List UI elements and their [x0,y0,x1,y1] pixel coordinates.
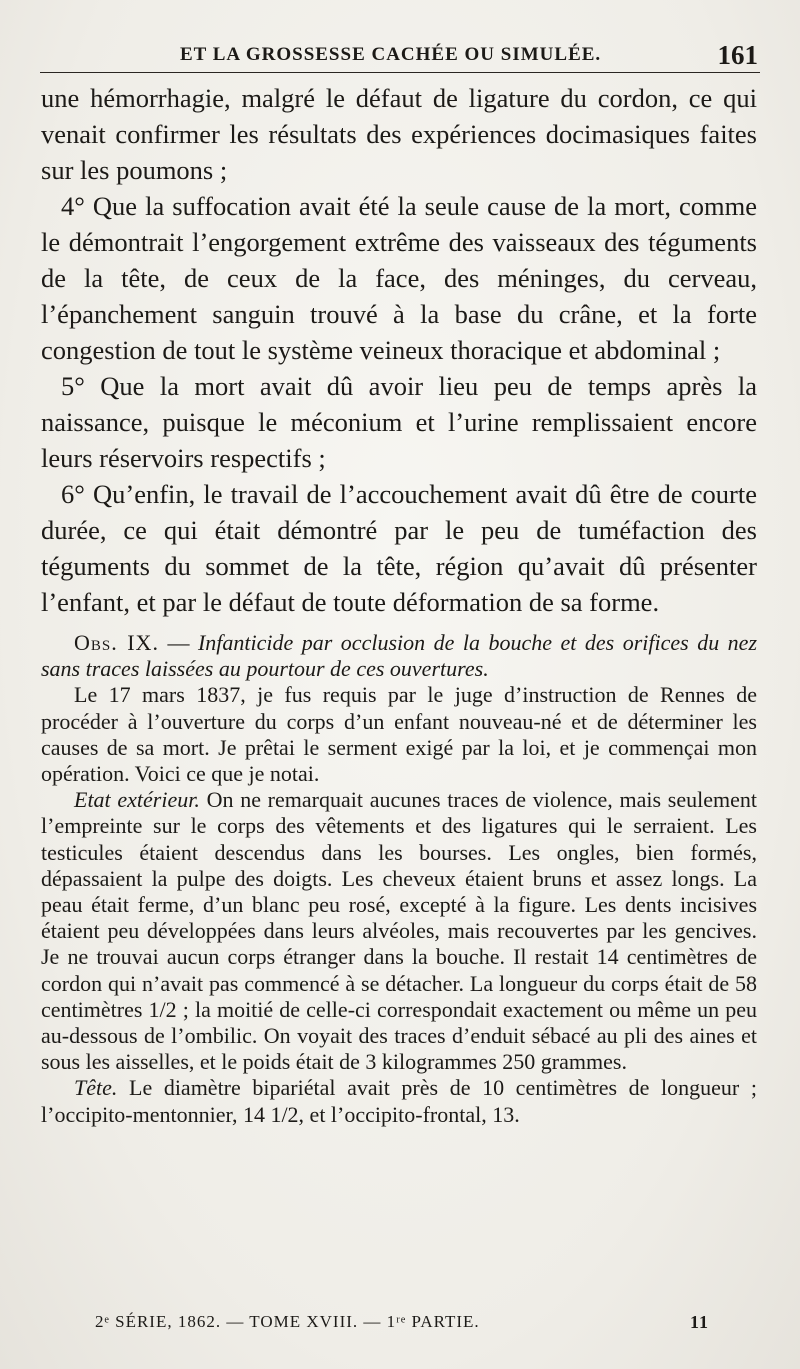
paragraph-continuation: une hémorrhagie, malgré le défaut de ligature du cordon, ce qui venait confirmer les résultats des expériences docimasiques faites sur les poumons ; [41,83,757,185]
paragraph-etat-exterieur [41,787,757,1075]
paragraph-tete-text: Le diamètre bipariétal avait près de 10 centimètres de longueur ; l’occipito-mentonnier, 14 1/2, et l’occipito-frontal, 13. [41,1075,757,1127]
paragraph-item-6: 6° Qu’enfin, le travail de l’accouchement avait dû être de courte durée, ce qui était démontré par le peu de tuméfaction des téguments du sommet de la tête, région qu’avait dû présenter l’enfant, et par le défaut de toute déformation de sa forme. [41,479,757,617]
observation-dash: — [158,630,198,655]
observation-label: Obs. IX. [74,630,159,655]
body-text [41,80,757,1128]
paragraph-tete [41,1075,757,1127]
signature-mark: 2ᵉ SÉRIE, 1862. — TOME XVIII. — 1ʳᵉ PARTIE. [95,1312,480,1331]
paragraph-etat-exterieur-text: On ne remarquait aucunes traces de violence, mais seulement l’empreinte sur le corps des vêtements et des ligatures qui le serraient. Les testicules étaient descendus dans les bourses. Les ongles, bien formés, dépassaient la pulpe des doigts. Les cheveux étaient bruns et assez longs. La peau était ferme, d’un blanc peu rosé, excepté à la figure. Les dents incisives étaient peu développées dans leurs alvéoles, mais recouvertes par les gencives. Je ne trouvai aucun corps étranger dans la bouche. Il restait 14 centimètres de cordon qui n’avait pas commencé à se détacher. La longueur du corps était de 58 centimètres 1/2 ; la moitié de celle-ci correspondait exactement ou même un peu au-dessous de l’ombilic. On voyait des traces d’enduit sébacé au pli des aines et sous les aisselles, et le poids était de 3 kilogrammes 250 grammes. [41,787,757,1075]
section-lead-etat-exterieur: Etat extérieur. [74,787,200,813]
running-head [40,38,760,73]
section-lead-tete: Tête. [74,1075,118,1101]
large-type-section [41,80,757,620]
observation-heading [41,630,757,682]
signature-footer [95,1312,715,1342]
paragraph-item-5: 5° Que la mort avait dû avoir lieu peu de temps après la naissance, puisque le méconium et l’urine remplissaient encore leurs réservoirs respectifs ; [41,371,757,473]
page-number: 161 [717,40,758,70]
signature-number: 11 [689,1312,709,1332]
observation-title: Infanticide par occlusion de la bouche et des orifices du nez sans traces laissées au pourtour de ces ouvertures. [41,630,758,682]
paragraph-item-4: 4° Que la suffocation avait été la seule cause de la mort, comme le démontrait l’engorgement extrême des vaisseaux des téguments de la tête, de ceux de la face, des méninges, du cerveau, l’épanchement sanguin trouvé à la base du crâne, et la forte congestion de tout le système veineux thoracique et abdominal ; [41,191,757,365]
running-head-title: ET LA GROSSESSE CACHÉE OU SIMULÉE. [180,44,602,65]
observation-section [41,630,757,1128]
paragraph-requisition: Le 17 mars 1837, je fus requis par le juge d’instruction de Rennes de procéder à l’ouverture du corps d’un enfant nouveau-né et de déterminer les causes de sa mort. Je prêtai le serment exigé par la loi, et je commençai mon opération. Voici ce que je notai. [41,682,757,787]
